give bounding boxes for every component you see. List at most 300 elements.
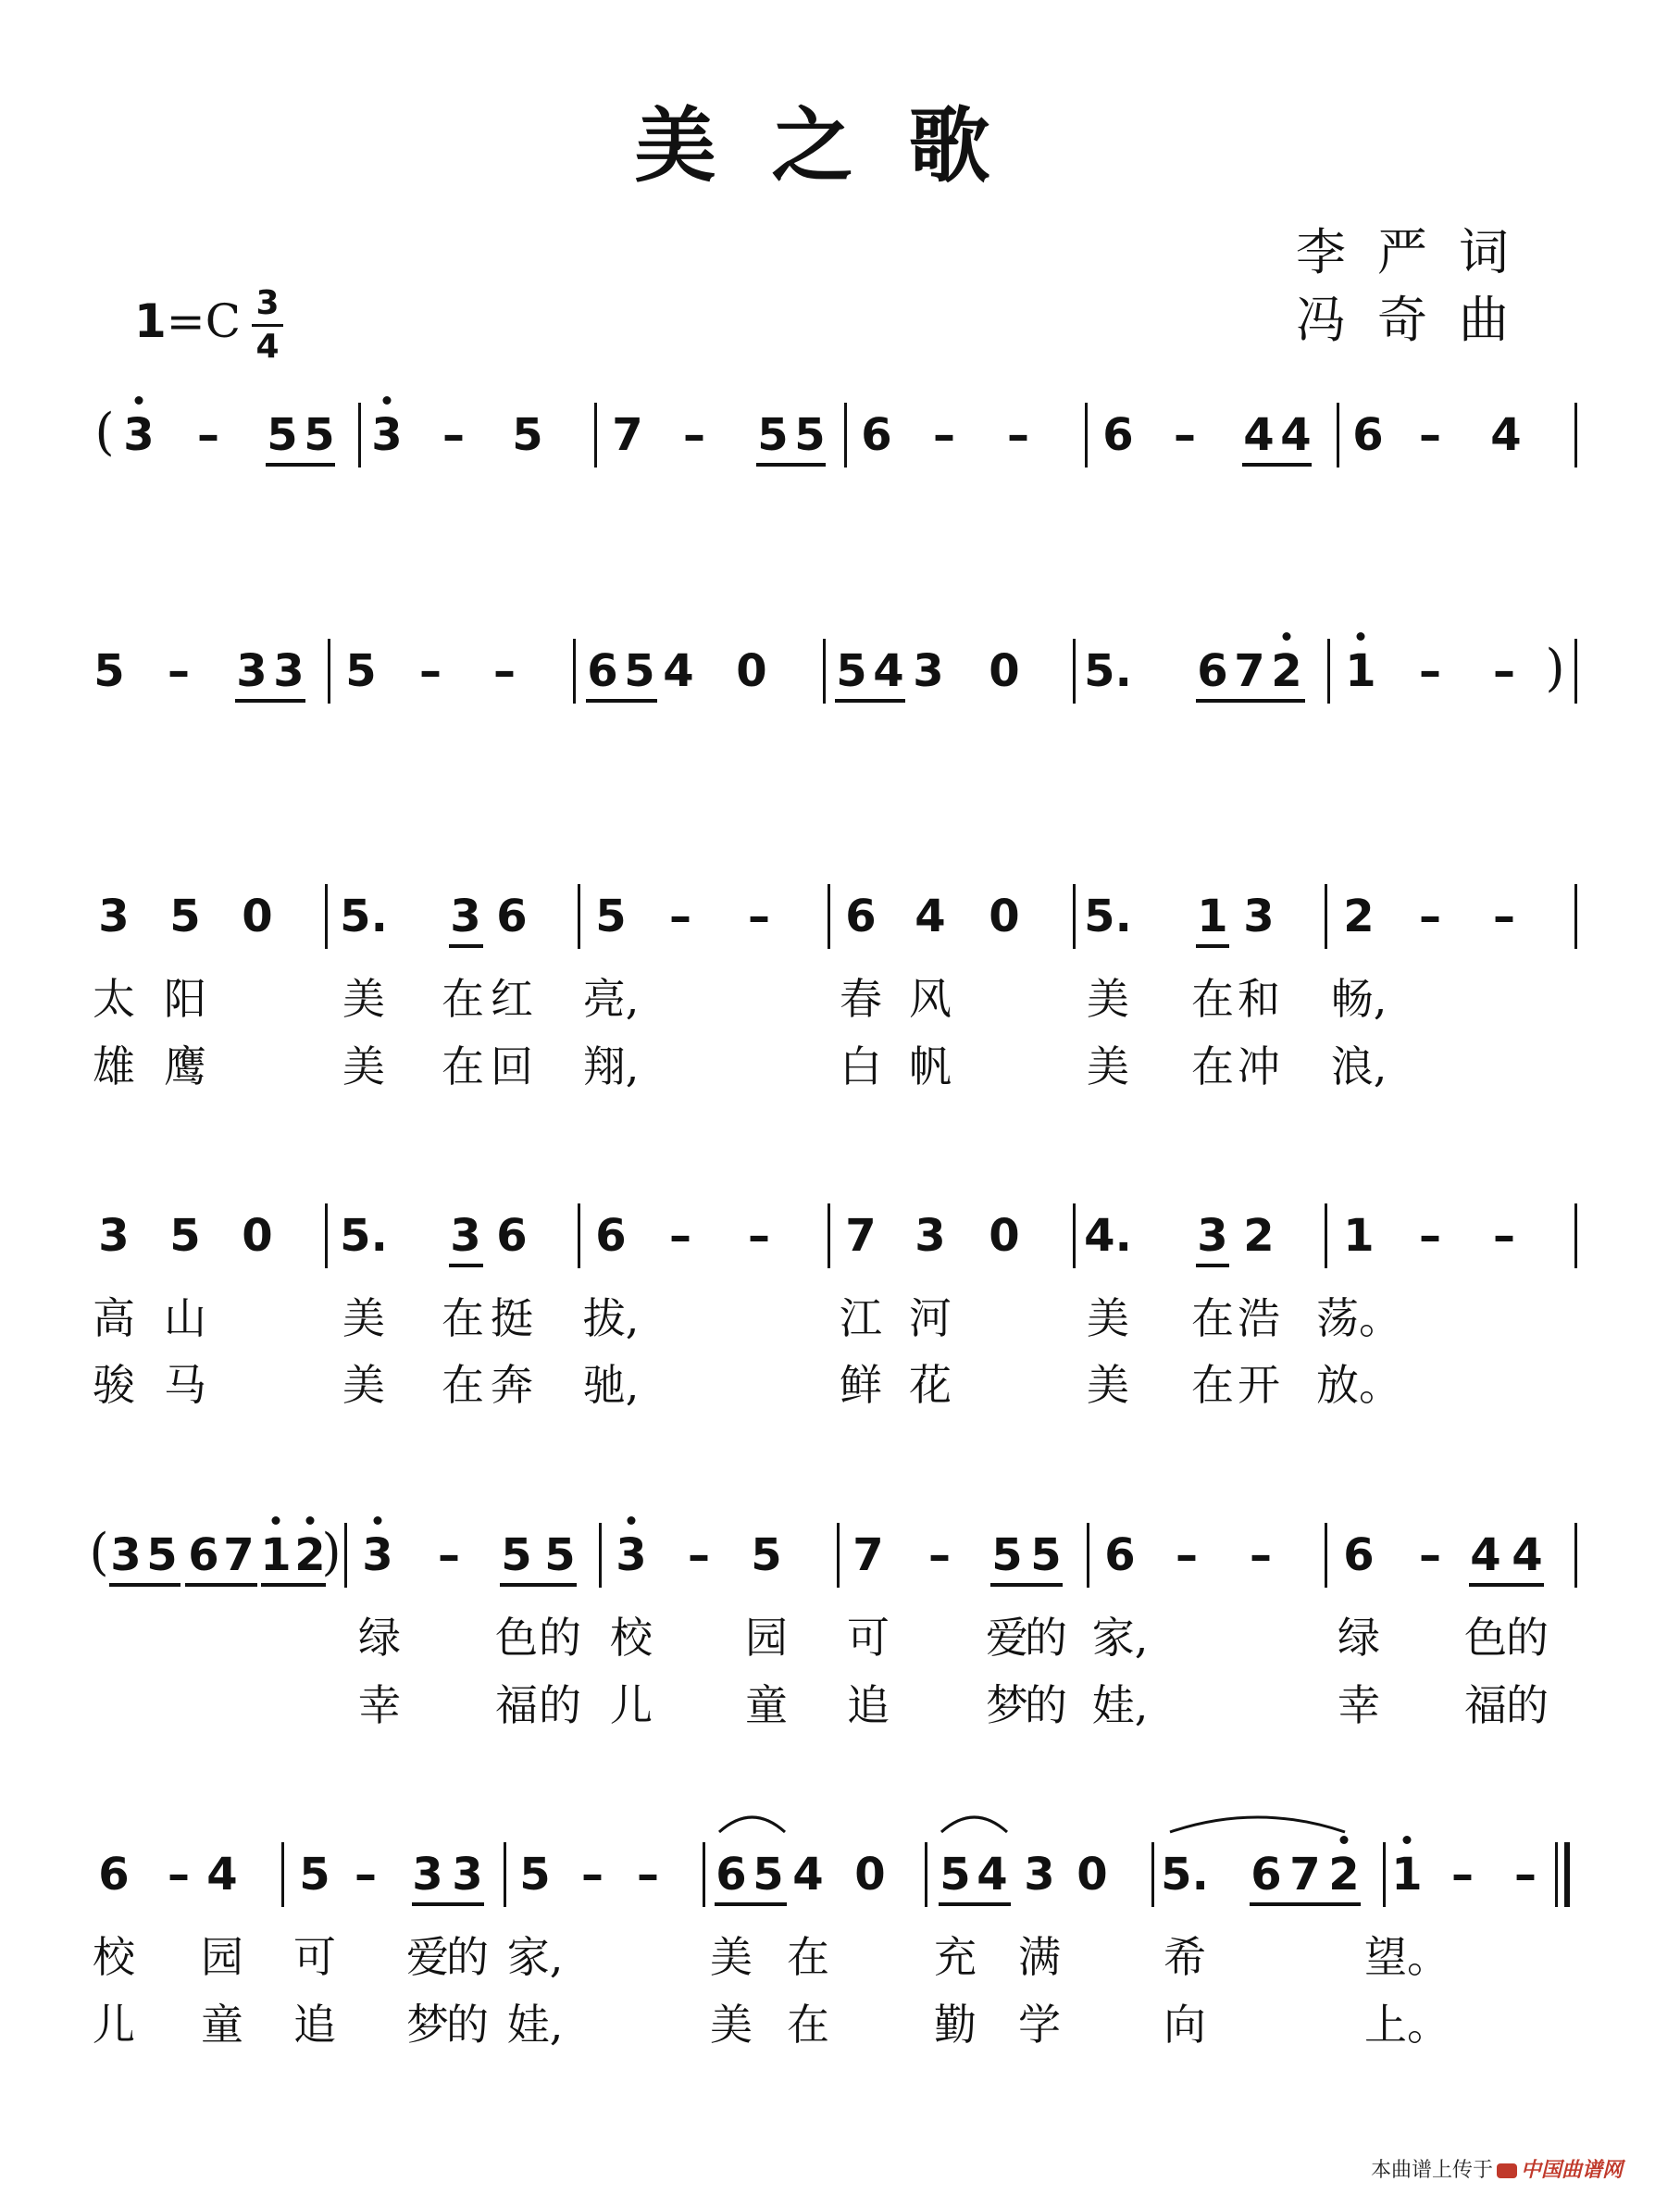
parenthesis: ) <box>1545 639 1565 697</box>
lyric-syllable: 畅, <box>1330 974 1388 1024</box>
note: 5 <box>836 645 867 697</box>
composer-credit: 冯奇曲 <box>1296 291 1540 349</box>
note: 7 <box>852 1529 884 1581</box>
note: 5 <box>753 1849 784 1901</box>
note: 5 <box>1030 1529 1062 1581</box>
note: 4 <box>1490 409 1522 461</box>
lyric-syllable: 和 <box>1238 974 1280 1024</box>
lyric-syllable: 花 <box>909 1360 952 1410</box>
note: 5 <box>624 645 655 697</box>
time-signature-bottom: 4 <box>255 328 280 366</box>
lyric-syllable: 色 <box>495 1613 538 1663</box>
note: 7 <box>1289 1849 1321 1901</box>
barline <box>1073 884 1076 949</box>
upload-credit-footer <box>1371 2154 1623 2183</box>
lyric-syllable: 童 <box>201 2000 243 2050</box>
note: – <box>683 409 705 461</box>
note: 6 <box>1197 645 1228 697</box>
time-signature-top: 3 <box>255 284 280 322</box>
lyric-syllable: 亮, <box>582 974 640 1024</box>
rhythm-underline <box>449 944 483 948</box>
slur-path <box>1170 1817 1345 1832</box>
octave-dot <box>1340 1836 1349 1844</box>
lyricist-credit: 李严词 <box>1296 223 1540 281</box>
octave-dot <box>374 1516 382 1525</box>
note: – <box>1493 645 1515 697</box>
note: 5 <box>519 1849 551 1901</box>
note: 0 <box>989 891 1020 942</box>
barline <box>1574 884 1577 949</box>
octave-dot <box>272 1516 280 1525</box>
note: 2 <box>1271 645 1302 697</box>
note: 4 <box>1243 409 1275 461</box>
lyric-syllable: 的 <box>1506 1613 1549 1663</box>
note: 4 <box>206 1849 238 1901</box>
rhythm-underline <box>412 1902 484 1906</box>
note: 3 <box>450 891 481 942</box>
note: 0 <box>854 1849 886 1901</box>
note: – <box>168 1849 190 1901</box>
barline <box>594 403 597 467</box>
note: – <box>669 1210 691 1262</box>
octave-dot <box>306 1516 315 1525</box>
lyric-syllable: 在 <box>442 1293 484 1343</box>
lyric-syllable: 儿 <box>610 1680 653 1730</box>
barline <box>1337 403 1339 467</box>
lyric-syllable: 望。 <box>1364 1932 1450 1982</box>
key-equals: = <box>166 294 205 348</box>
note: – <box>442 409 465 461</box>
lyric-syllable: 的 <box>539 1680 581 1730</box>
note: 3 <box>110 1529 142 1581</box>
lyric-syllable: 福 <box>495 1680 538 1730</box>
note: 3 <box>616 1529 647 1581</box>
site-logo-icon <box>1497 2163 1517 2178</box>
note: – <box>1419 645 1441 697</box>
barline <box>1574 1203 1577 1268</box>
barline <box>1073 1203 1076 1268</box>
note: – <box>1451 1849 1474 1901</box>
barline <box>1574 1523 1577 1588</box>
barline <box>328 639 330 704</box>
lyric-syllable: 勤 <box>934 2000 977 2050</box>
note: 6 <box>595 1210 627 1262</box>
barline <box>837 1523 840 1588</box>
octave-dot <box>135 396 143 405</box>
note: 5 <box>501 1529 532 1581</box>
lyric-syllable: 美 <box>342 974 385 1024</box>
page-title: 美之歌 <box>634 97 1046 193</box>
note: 6 <box>98 1849 130 1901</box>
lyric-syllable: 幸 <box>358 1680 401 1730</box>
note: 7 <box>1234 645 1265 697</box>
lyric-syllable: 校 <box>610 1613 653 1663</box>
rhythm-underline <box>185 1583 257 1587</box>
note: 4 <box>1470 1529 1501 1581</box>
lyric-syllable: 的 <box>1025 1680 1067 1730</box>
lyric-syllable: 绿 <box>1338 1613 1380 1663</box>
lyric-syllable: 在 <box>1191 1293 1234 1343</box>
barline <box>1151 1842 1154 1907</box>
lyric-syllable: 向 <box>1164 2000 1206 2050</box>
rhythm-underline <box>939 1902 1011 1906</box>
note: 6 <box>1251 1849 1282 1901</box>
note: 6 <box>845 891 877 942</box>
note: 4 <box>915 891 946 942</box>
note: 4 <box>792 1849 824 1901</box>
note: – <box>1419 1210 1441 1262</box>
barline <box>823 639 826 704</box>
lyric-syllable: 驰, <box>582 1360 640 1410</box>
rhythm-underline <box>586 699 657 703</box>
lyric-syllable: 江 <box>840 1293 882 1343</box>
note: 6 <box>861 409 892 461</box>
note: 5 <box>93 645 125 697</box>
note: 1 <box>1197 891 1228 942</box>
note: 5 <box>304 409 335 461</box>
rhythm-underline <box>715 1902 787 1906</box>
note: 5 <box>751 1529 782 1581</box>
lyric-syllable: 可 <box>293 1932 336 1982</box>
note: 5 <box>146 1529 178 1581</box>
note: 3 <box>98 1210 130 1262</box>
lyric-syllable: 鹰 <box>164 1041 206 1091</box>
note: 6 <box>1352 409 1384 461</box>
note: 3 <box>123 409 155 461</box>
note: – <box>1007 409 1029 461</box>
final-barline-thin <box>1555 1842 1558 1907</box>
note: 5 <box>267 409 298 461</box>
lyric-syllable: 园 <box>745 1613 788 1663</box>
barline <box>344 1523 347 1588</box>
note: 3 <box>236 645 268 697</box>
rhythm-underline <box>990 1583 1063 1587</box>
note: 5. <box>1161 1849 1209 1901</box>
note: 6 <box>1104 1529 1136 1581</box>
lyric-syllable: 美 <box>710 2000 753 2050</box>
barline <box>703 1842 705 1907</box>
lyric-syllable: 充 <box>934 1932 977 1982</box>
lyric-syllable: 色 <box>1464 1613 1507 1663</box>
note: – <box>1514 1849 1537 1901</box>
lyric-syllable: 的 <box>446 1932 489 1982</box>
note: 3 <box>1243 891 1275 942</box>
lyric-syllable: 挺 <box>491 1293 533 1343</box>
note: 5. <box>340 1210 388 1262</box>
lyric-syllable: 追 <box>847 1680 890 1730</box>
lyric-syllable: 美 <box>342 1360 385 1410</box>
lyric-syllable: 荡。 <box>1316 1293 1401 1343</box>
note: 5. <box>1084 645 1132 697</box>
note: 6 <box>587 645 618 697</box>
note: 3 <box>412 1849 443 1901</box>
note: 1 <box>1391 1849 1423 1901</box>
note: 3 <box>98 891 130 942</box>
note: 4 <box>663 645 694 697</box>
note: 4. <box>1084 1210 1132 1262</box>
lyric-syllable: 在 <box>442 1041 484 1091</box>
lyric-syllable: 学 <box>1018 2000 1061 2050</box>
barline <box>1073 639 1076 704</box>
lyric-syllable: 雄 <box>93 1041 135 1091</box>
lyric-syllable: 福 <box>1464 1680 1507 1730</box>
note: 5 <box>345 645 377 697</box>
barline <box>1085 403 1088 467</box>
barline <box>1325 884 1327 949</box>
rhythm-underline <box>1250 1902 1361 1906</box>
note: 3 <box>1197 1210 1228 1262</box>
note: 4 <box>1280 409 1312 461</box>
lyric-syllable: 园 <box>201 1932 243 1982</box>
lyric-syllable: 梦 <box>406 2000 449 2050</box>
rhythm-underline <box>1196 944 1229 948</box>
note: 2 <box>1328 1849 1360 1901</box>
lyric-syllable: 拔, <box>582 1293 640 1343</box>
note: – <box>669 891 691 942</box>
note: – <box>581 1849 604 1901</box>
note: 0 <box>242 891 273 942</box>
lyric-syllable: 在 <box>442 1360 484 1410</box>
lyric-syllable: 满 <box>1018 1932 1061 1982</box>
note: 2 <box>1343 891 1375 942</box>
note: 5 <box>544 1529 576 1581</box>
note: 3 <box>450 1210 481 1262</box>
lyric-syllable: 河 <box>909 1293 952 1343</box>
note: – <box>493 645 516 697</box>
note: 1 <box>1345 645 1376 697</box>
lyric-syllable: 奔 <box>491 1360 533 1410</box>
barline <box>1325 1523 1327 1588</box>
note: 5 <box>794 409 826 461</box>
lyric-syllable: 在 <box>1191 1360 1234 1410</box>
note: 3 <box>913 645 944 697</box>
note: – <box>1176 1529 1198 1581</box>
lyric-syllable: 冲 <box>1238 1041 1280 1091</box>
note: 3 <box>371 409 403 461</box>
note: – <box>688 1529 710 1581</box>
note: 5. <box>340 891 388 942</box>
lyric-syllable: 美 <box>342 1041 385 1091</box>
note: 6 <box>496 891 528 942</box>
note: – <box>748 891 770 942</box>
note: 5 <box>940 1849 971 1901</box>
barline <box>358 403 361 467</box>
note: 7 <box>845 1210 877 1262</box>
note: 2 <box>294 1529 326 1581</box>
rhythm-underline <box>1196 1264 1229 1267</box>
note: 6 <box>188 1529 219 1581</box>
lyric-syllable: 希 <box>1164 1932 1206 1982</box>
lyric-syllable: 开 <box>1238 1360 1280 1410</box>
key-tonic-number: 1 <box>134 294 167 348</box>
note: 0 <box>736 645 767 697</box>
barline <box>1574 403 1577 467</box>
barline <box>578 1203 580 1268</box>
slur-arc <box>940 1808 1009 1836</box>
lyric-syllable: 红 <box>491 974 533 1024</box>
lyric-syllable: 家, <box>1091 1613 1149 1663</box>
note: – <box>637 1849 659 1901</box>
lyric-syllable: 回 <box>491 1041 533 1091</box>
barline <box>1383 1842 1386 1907</box>
parenthesis: ( <box>89 1523 109 1581</box>
rhythm-underline <box>266 463 335 467</box>
lyric-syllable: 白 <box>840 1041 882 1091</box>
note: 3 <box>273 645 305 697</box>
note: 1 <box>260 1529 292 1581</box>
lyric-syllable: 校 <box>93 1932 135 1982</box>
note: – <box>1493 891 1515 942</box>
note: 6 <box>496 1210 528 1262</box>
lyric-syllable: 的 <box>1506 1680 1549 1730</box>
rhythm-underline <box>500 1583 577 1587</box>
lyric-syllable: 浪, <box>1330 1041 1388 1091</box>
note: – <box>748 1210 770 1262</box>
lyric-syllable: 爱 <box>986 1613 1028 1663</box>
note: 3 <box>362 1529 393 1581</box>
lyric-syllable: 阳 <box>164 974 206 1024</box>
rhythm-underline <box>261 1583 326 1587</box>
note: 4 <box>873 645 904 697</box>
lyric-syllable: 幸 <box>1338 1680 1380 1730</box>
lyric-syllable: 上。 <box>1364 2000 1450 2050</box>
lyric-syllable: 在 <box>1191 1041 1234 1091</box>
lyric-syllable: 美 <box>1087 1360 1129 1410</box>
lyric-syllable: 在 <box>787 1932 829 1982</box>
lyric-syllable: 家, <box>506 1932 564 1982</box>
octave-dot <box>628 1516 636 1525</box>
lyric-syllable: 美 <box>1087 1041 1129 1091</box>
barline <box>844 403 847 467</box>
note: 5 <box>595 891 627 942</box>
lyric-syllable: 风 <box>909 974 952 1024</box>
barline <box>599 1523 602 1588</box>
note: 3 <box>915 1210 946 1262</box>
lyric-syllable: 美 <box>342 1293 385 1343</box>
lyric-syllable: 在 <box>1191 974 1234 1024</box>
lyric-syllable: 帆 <box>909 1041 952 1091</box>
rhythm-underline <box>449 1264 483 1267</box>
note: – <box>1419 1529 1441 1581</box>
barline <box>325 884 328 949</box>
rhythm-underline <box>235 699 305 703</box>
note: 5 <box>169 1210 201 1262</box>
barline <box>1325 1203 1327 1268</box>
final-barline <box>1564 1842 1570 1907</box>
note: 6 <box>1102 409 1134 461</box>
lyric-syllable: 可 <box>847 1613 890 1663</box>
lyric-syllable: 浩 <box>1238 1293 1280 1343</box>
barline <box>828 1203 830 1268</box>
lyric-syllable: 追 <box>293 2000 336 2050</box>
barline <box>925 1842 927 1907</box>
slur-path <box>941 1817 1007 1832</box>
slur-arc <box>717 1808 787 1836</box>
barline <box>325 1203 328 1268</box>
note: – <box>928 1529 951 1581</box>
note: 4 <box>1512 1529 1543 1581</box>
note: 3 <box>452 1849 483 1901</box>
footer-text: 本曲谱上传于 <box>1370 2159 1493 2182</box>
lyric-syllable: 梦 <box>986 1680 1028 1730</box>
note: 5 <box>169 891 201 942</box>
barline <box>1087 1523 1089 1588</box>
lyric-syllable: 骏 <box>93 1360 135 1410</box>
octave-dot <box>1357 632 1365 641</box>
note: – <box>197 409 219 461</box>
note: 5 <box>512 409 543 461</box>
lyric-syllable: 山 <box>164 1293 206 1343</box>
key-letter: C <box>205 294 241 348</box>
lyric-syllable: 绿 <box>358 1613 401 1663</box>
barline <box>504 1842 506 1907</box>
note: 4 <box>977 1849 1008 1901</box>
lyric-syllable: 春 <box>840 974 882 1024</box>
note: 5 <box>299 1849 330 1901</box>
note: – <box>1419 409 1441 461</box>
barline <box>1327 639 1330 704</box>
rhythm-underline <box>1242 463 1312 467</box>
note: – <box>1493 1210 1515 1262</box>
lyric-syllable: 翔, <box>582 1041 640 1091</box>
lyric-syllable: 高 <box>93 1293 135 1343</box>
lyric-syllable: 在 <box>442 974 484 1024</box>
note: – <box>1174 409 1196 461</box>
rhythm-underline <box>1196 699 1305 703</box>
note: – <box>438 1529 460 1581</box>
note: 2 <box>1243 1210 1275 1262</box>
note: 7 <box>223 1529 255 1581</box>
lyric-syllable: 马 <box>164 1360 206 1410</box>
note: 3 <box>1024 1849 1055 1901</box>
lyric-syllable: 美 <box>1087 1293 1129 1343</box>
lyric-syllable: 美 <box>710 1932 753 1982</box>
barline <box>828 884 830 949</box>
note: 7 <box>612 409 643 461</box>
barline <box>578 884 580 949</box>
lyric-syllable: 爱 <box>406 1932 449 1982</box>
note: 5 <box>991 1529 1023 1581</box>
slur-arc <box>1168 1808 1347 1836</box>
lyric-syllable: 美 <box>1087 974 1129 1024</box>
barline <box>1574 639 1577 704</box>
slur-path <box>719 1817 785 1832</box>
note: 1 <box>1343 1210 1375 1262</box>
octave-dot <box>383 396 392 405</box>
lyric-syllable: 的 <box>1025 1613 1067 1663</box>
rhythm-underline <box>835 699 905 703</box>
footer-brand: 中国曲谱网 <box>1520 2159 1623 2182</box>
note: 0 <box>242 1210 273 1262</box>
note: – <box>355 1849 377 1901</box>
note: – <box>933 409 955 461</box>
parenthesis: ( <box>94 403 115 461</box>
note: 6 <box>716 1849 747 1901</box>
note: 6 <box>1343 1529 1375 1581</box>
note: 5 <box>757 409 789 461</box>
lyric-syllable: 放。 <box>1316 1360 1401 1410</box>
barline <box>281 1842 284 1907</box>
lyric-syllable: 儿 <box>93 2000 135 2050</box>
note: 0 <box>989 1210 1020 1262</box>
rhythm-underline <box>756 463 826 467</box>
note: 0 <box>1076 1849 1108 1901</box>
rhythm-underline <box>1469 1583 1544 1587</box>
lyric-syllable: 在 <box>787 2000 829 2050</box>
lyric-syllable: 童 <box>745 1680 788 1730</box>
octave-dot <box>1283 632 1291 641</box>
lyric-syllable: 的 <box>539 1613 581 1663</box>
